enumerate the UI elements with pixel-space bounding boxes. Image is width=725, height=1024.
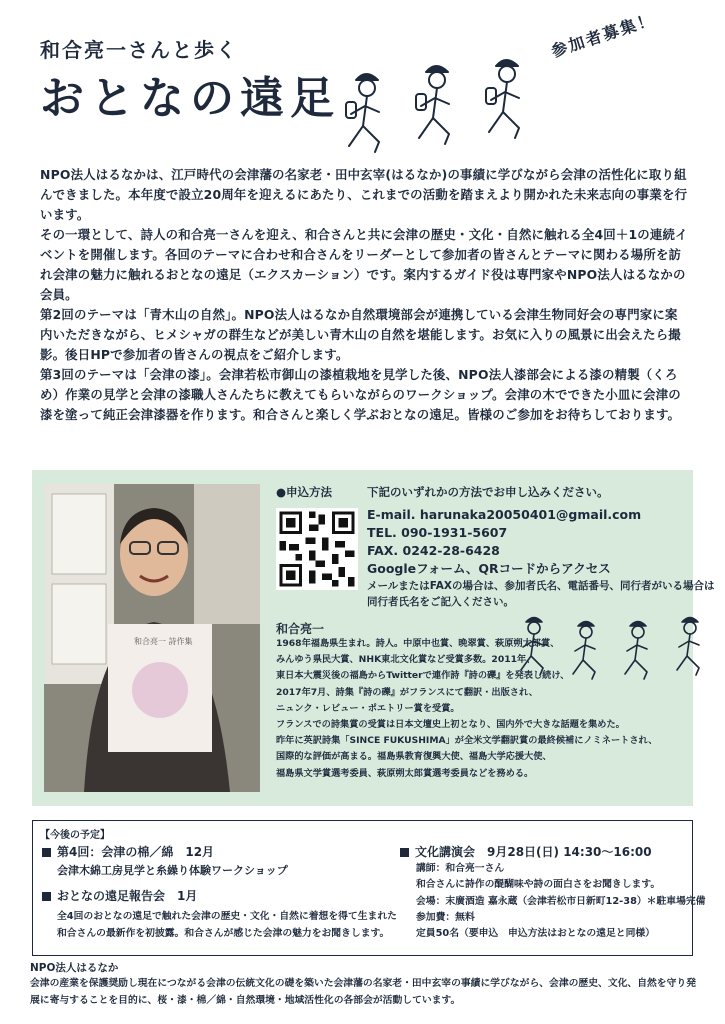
walking-hikers-illustration: [326, 58, 566, 168]
bio-line: 国際的な評価が高まる。福島県教育復興大使、福島大学応援大使、: [276, 751, 552, 763]
intro-paragraph: 第2回のテーマは「青木山の自然」。NPO法人はるなか自然環境部会が連携している会津生物同好会の専門家に案内いただきながら、ヒメシャガの群生などが美しい青木山の自然を堪能します。お気に入りの風景に出会えたら撮影。後日HPで参加者の皆さんの視点をご紹介します。: [40, 307, 681, 362]
detail-line: 講師：和合亮一さん: [416, 863, 505, 874]
intro-paragraph: その一環として、詩人の和合亮一さんを迎え、和合さんと共に会津の歴史・文化・自然に触れる全4回＋1の連続イベントを開催します。各回のテーマに合わせ和合さんをリーダーとして参加者の皆さんとテーマに関わる場所を訪れ会津の魅力に触れるおとなの遠足（エクスカーション）です。案内するガイド役は専門家やNPO法人はるなかの会員。: [40, 227, 688, 302]
intro-text: [40, 165, 690, 425]
event-4-desc: 会津木綿工房見学と糸繰り体験ワークショップ: [57, 864, 288, 877]
bio-line: フランスでの詩集賞の受賞は日本文壇史上初となり、国内外で大きな話題を集めた。: [276, 719, 625, 731]
subtitle: 和合亮一さんと歩く: [40, 38, 238, 62]
event-title-text: 文化講演会 9月28日(日) 14:30〜16:00: [415, 845, 652, 859]
event-4-title: [42, 843, 214, 860]
email-link[interactable]: E-mail. harunaka20050401@gmail.com: [367, 507, 642, 522]
qr-code[interactable]: [276, 508, 358, 590]
book-title: 和合亮一 詩作集: [134, 637, 193, 646]
hiker-figure: [486, 60, 519, 138]
square-bullet-icon: [42, 848, 51, 857]
apply-label: ●申込方法: [276, 485, 333, 499]
bio-line: みんゆう県民大賞、NHK東北文化賞など受賞多数。2011年、: [276, 654, 536, 666]
report-event-desc: [57, 908, 397, 942]
detail-line: 和合さんに詩作の醍醐味や詩の面白さをお聞きします。: [416, 879, 661, 891]
hiker-figure: [416, 66, 449, 144]
google-form-note: Googleフォーム、QRコードからアクセス: [367, 561, 611, 576]
schedule-label: 【今後の予定】: [40, 830, 110, 841]
lecture-event-details: [416, 861, 705, 942]
report-event-title: [42, 887, 197, 904]
square-bullet-icon: [42, 892, 51, 901]
bio-line: ニュンク・レビュー・ポエトリー賞を受賞。: [276, 702, 460, 714]
bio-line: 2017年7月、詩集『詩の礫』がフランスにて翻訳・出版され、: [276, 686, 538, 698]
desc-line: 和合さんの最新作を初披露。和合さんが感じた会津の魅力をお聞きします。: [57, 928, 390, 939]
fax-number: FAX. 0242-28-6428: [367, 543, 500, 558]
bio-line: 東日本大震災後の福島からTwitterで連作詩『詩の礫』を発表し続け、: [276, 670, 570, 682]
recruitment-badge: 参加者募集！: [548, 9, 658, 61]
desc-line: 全4回のおとなの遠足で触れた会津の歴史・文化・自然に着想を得て生まれた: [57, 911, 397, 922]
detail-line: 定員50名（要申込 申込方法はおとなの遠足と同様）: [416, 928, 655, 940]
event-title-text: おとなの遠足報告会 1月: [57, 889, 198, 903]
npo-description: 会津の産業を保護奨励し現在につながる会津の伝統文化の礎を築いた会津藩の名家老・田中玄宰の事績に学びながら、会津の歴史、文化、自然を守り発展に寄与することを目的に、桜・漆・棉／綿・自然環境・地域活性化の各部会が活動しています。: [30, 978, 696, 1006]
hiker-figure: [346, 74, 379, 152]
page-title: おとなの遠足: [40, 73, 340, 124]
detail-line: 参加費：無料: [416, 911, 475, 923]
square-bullet-icon: [400, 848, 409, 857]
lecture-event-title: [400, 843, 652, 860]
bio-line: 福島県文学賞選考委員、萩原朔太郎賞選考委員などを務める。: [276, 767, 534, 779]
portrait-photo: [44, 484, 260, 792]
intro-paragraph: NPO法人はるなかは、江戸時代の会津藩の名家老・田中玄宰(はるなか)の事績に学びながら会津の活性化に取り組んできました。本年度で設立20周年を迎えるにあたり、これまでの活動を踏まえより開かれた未来志向の事業を行います。: [40, 167, 688, 222]
tel-number[interactable]: TEL. 090-1931-5607: [367, 525, 508, 540]
detail-line: 会場：末廣酒造 嘉永蔵（会津若松市日新町12-38）＊駐車場完備: [416, 895, 706, 907]
bio-line: 1968年福島県生まれ。詩人。中原中也賞、晩翠賞、萩原朔太郎賞、: [276, 638, 560, 649]
npo-label: NPO法人はるなか: [30, 962, 119, 974]
intro-paragraph: 第3回のテーマは「会津の漆」。会津若松市御山の漆植栽地を見学した後、NPO法人漆部会による漆の精製（くろめ）作業の見学と会津の漆職人さんたちに教えてもらいながらのワークショップ。会津の木でできた小皿に会津の漆を塗って純正会津漆器を作ります。和合さんと楽しく学ぶおとなの遠足。皆様のご参加をお待ちしております。: [40, 367, 681, 422]
apply-instructions: メールまたはFAXの場合は、参加者氏名、電話番号、同行者がいる場合は: [367, 580, 715, 592]
apply-instructions: 同行者氏名をご記入ください。: [367, 596, 514, 608]
bio-text: [276, 636, 686, 782]
apply-note: 下記のいずれかの方法でお申し込みください。: [367, 485, 609, 499]
bio-name: 和合亮一: [276, 622, 325, 636]
bio-line: 昨年に英訳詩集「SINCE FUKUSHIMA」が全米文学翻訳賞の最終候補にノミネートされ、: [276, 735, 658, 747]
event-title-text: 第4回：会津の棉／綿 12月: [57, 845, 215, 859]
contact-info: [367, 506, 714, 610]
